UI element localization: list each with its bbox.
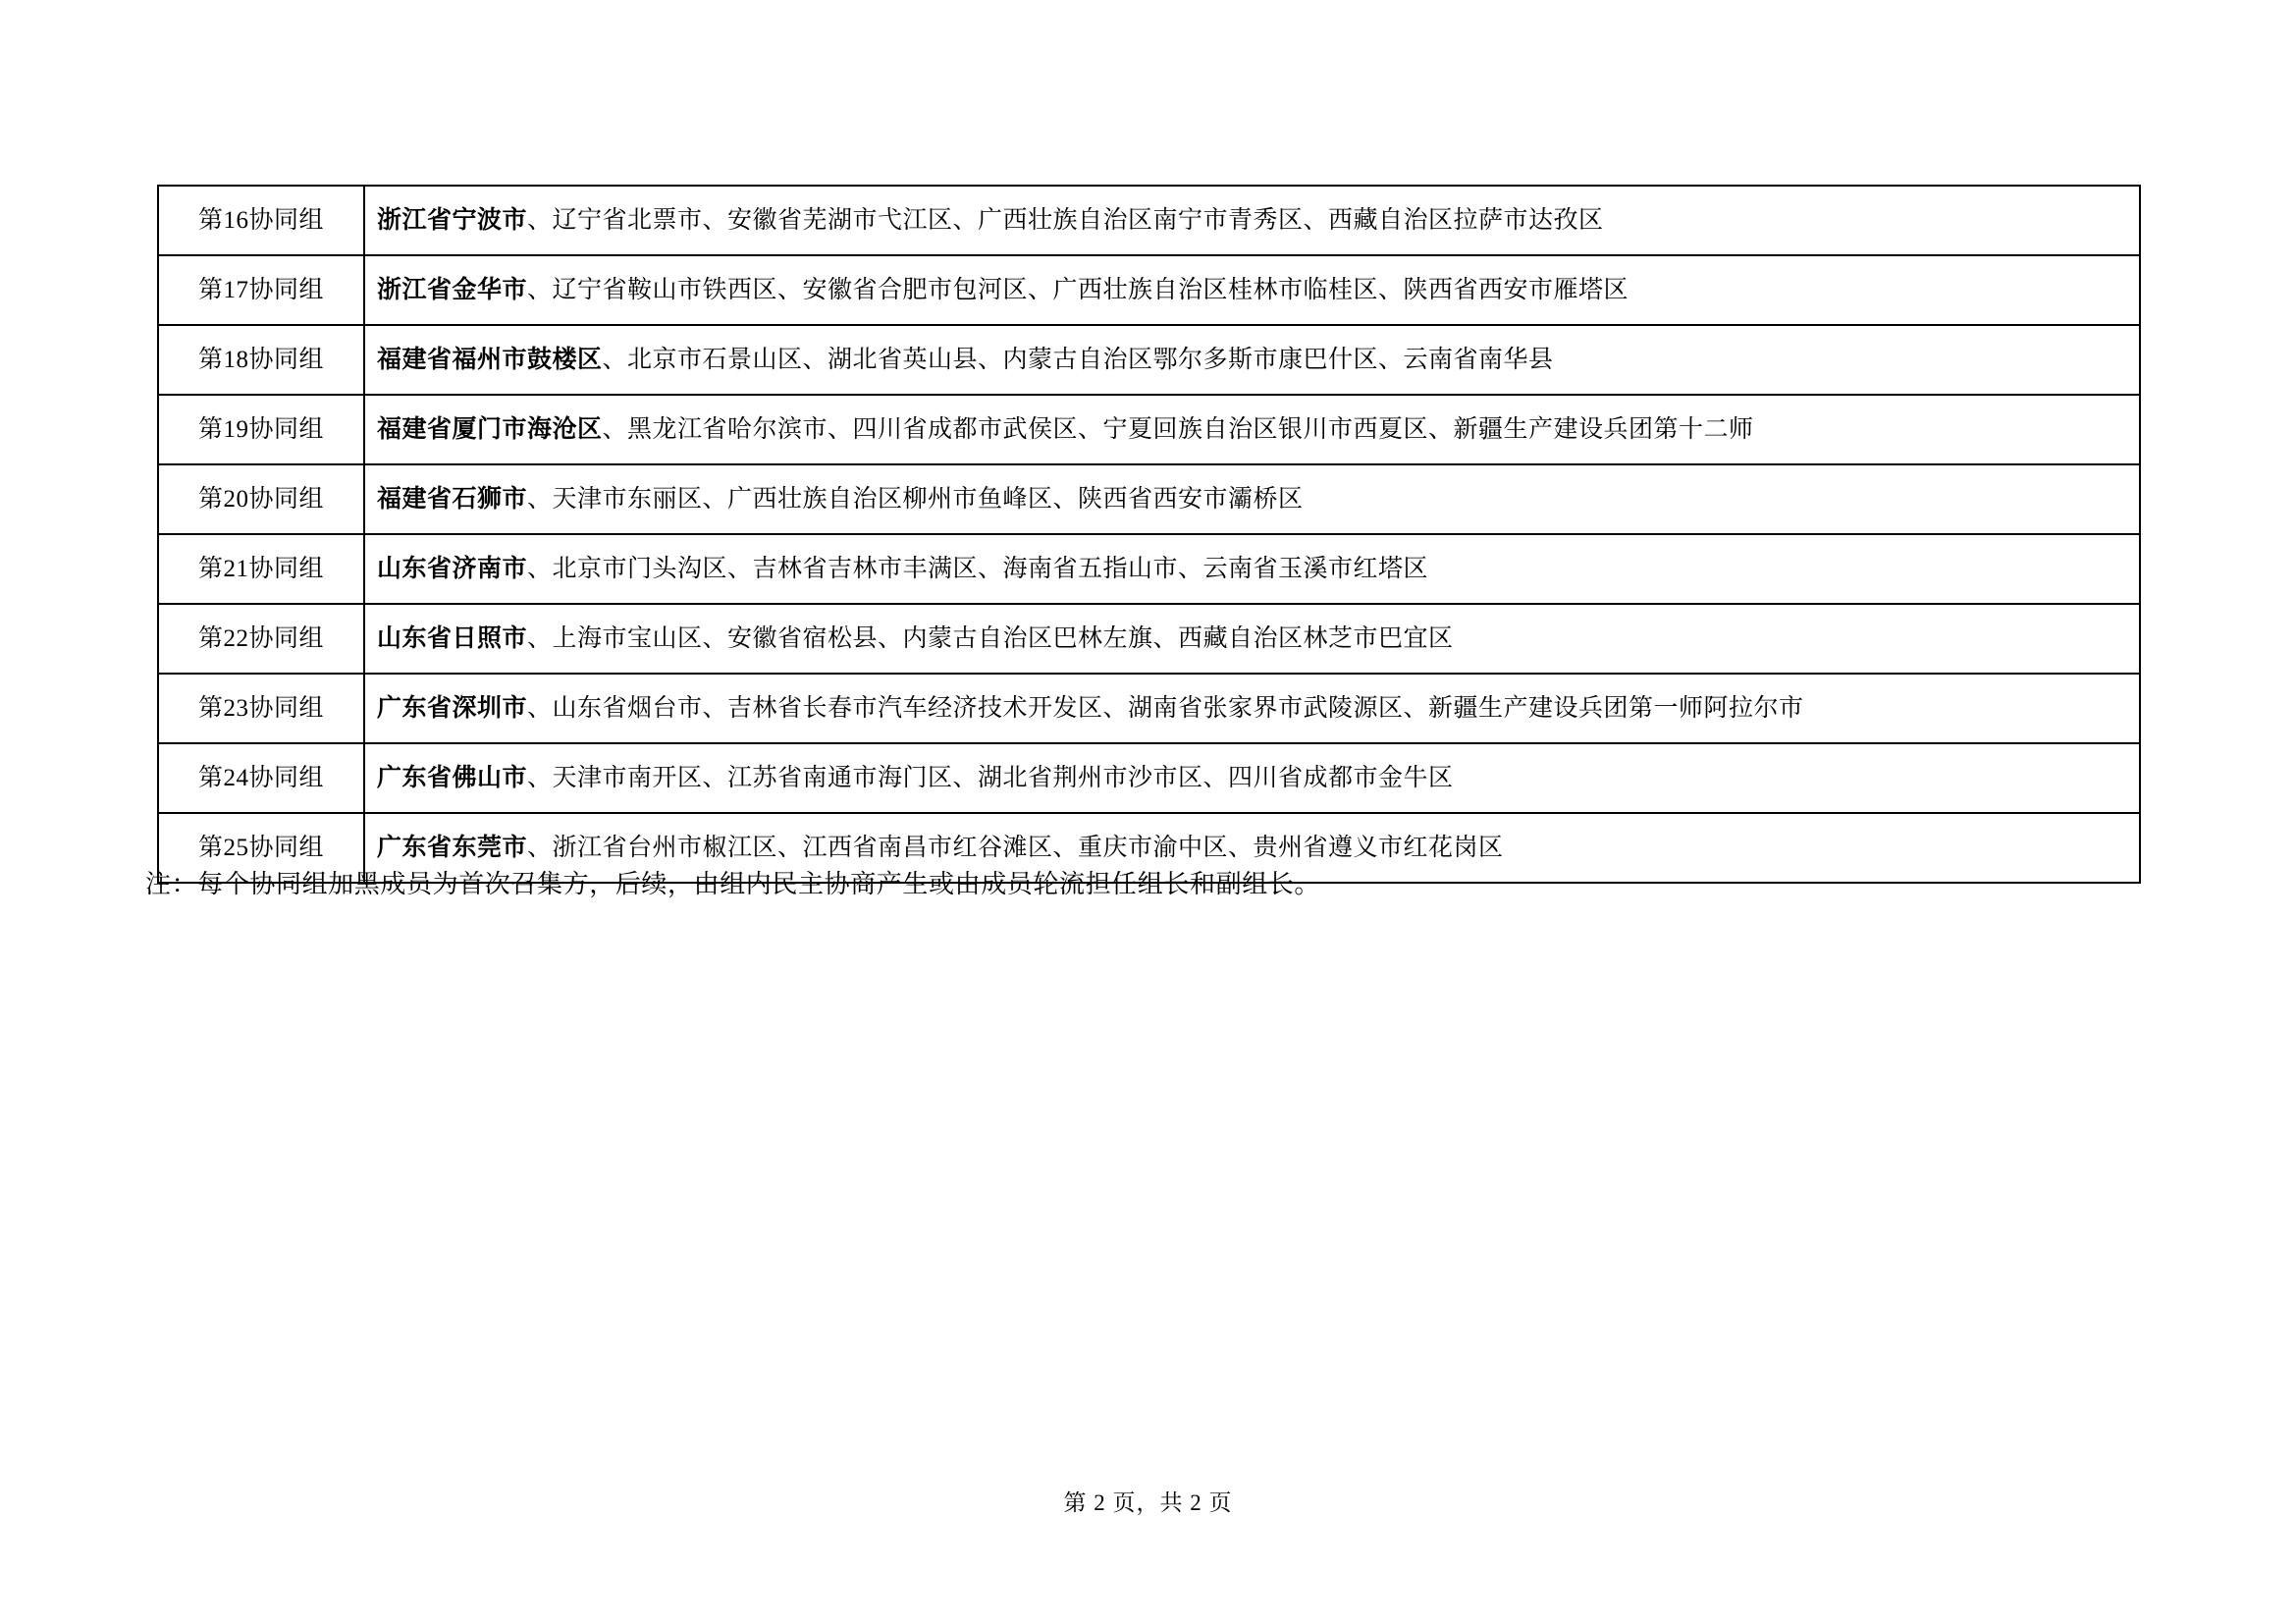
- other-members: 、浙江省台州市椒江区、江西省南昌市红谷滩区、重庆市渝中区、贵州省遵义市红花岗区: [527, 834, 1504, 861]
- other-members: 、天津市南开区、江苏省南通市海门区、湖北省荆州市沙市区、四川省成都市金牛区: [527, 764, 1454, 791]
- lead-member: 广东省佛山市: [377, 764, 528, 791]
- lead-member: 广东省深圳市: [377, 694, 528, 722]
- table-row: [158, 674, 2140, 743]
- members-cell: [364, 186, 2140, 255]
- members-cell: [364, 395, 2140, 464]
- group-name-cell: 第18协同组: [158, 325, 364, 395]
- group-name-cell: 第19协同组: [158, 395, 364, 464]
- other-members: 、辽宁省鞍山市铁西区、安徽省合肥市包河区、广西壮族自治区桂林市临桂区、陕西省西安市雁塔区: [527, 276, 1629, 303]
- other-members: 、北京市门头沟区、吉林省吉林市丰满区、海南省五指山市、云南省玉溪市红塔区: [527, 555, 1429, 582]
- group-name-cell: 第21协同组: [158, 534, 364, 604]
- group-name-cell: 第25协同组: [158, 813, 364, 883]
- table-row: [158, 743, 2140, 813]
- table-row: [158, 395, 2140, 464]
- table-row: [158, 255, 2140, 325]
- lead-member: 浙江省金华市: [377, 276, 528, 303]
- other-members: 、天津市东丽区、广西壮族自治区柳州市鱼峰区、陕西省西安市灞桥区: [527, 485, 1304, 513]
- group-name-cell: 第17协同组: [158, 255, 364, 325]
- lead-member: 广东省东莞市: [377, 834, 528, 861]
- other-members: 、辽宁省北票市、安徽省芜湖市弋江区、广西壮族自治区南宁市青秀区、西藏自治区拉萨市达孜区: [527, 206, 1604, 234]
- lead-member: 福建省厦门市海沧区: [377, 415, 603, 443]
- table-row: [158, 464, 2140, 534]
- table-row: [158, 534, 2140, 604]
- other-members: 、山东省烟台市、吉林省长春市汽车经济技术开发区、湖南省张家界市武陵源区、新疆生产建设兵团第一师阿拉尔市: [527, 694, 1804, 722]
- group-name-cell: 第16协同组: [158, 186, 364, 255]
- members-cell: [364, 255, 2140, 325]
- table-row: [158, 325, 2140, 395]
- lead-member: 福建省石狮市: [377, 485, 528, 513]
- table-row: [158, 186, 2140, 255]
- group-name-cell: 第20协同组: [158, 464, 364, 534]
- other-members: 、北京市石景山区、湖北省英山县、内蒙古自治区鄂尔多斯市康巴什区、云南省南华县: [602, 346, 1554, 373]
- other-members: 、上海市宝山区、安徽省宿松县、内蒙古自治区巴林左旗、西藏自治区林芝市巴宜区: [527, 624, 1454, 652]
- members-cell: [364, 743, 2140, 813]
- lead-member: 山东省济南市: [377, 555, 528, 582]
- group-name-cell: 第22协同组: [158, 604, 364, 674]
- members-cell: [364, 534, 2140, 604]
- page-footer: 第 2 页，共 2 页: [1063, 1490, 1233, 1515]
- lead-member: 福建省福州市鼓楼区: [377, 346, 603, 373]
- group-name-cell: 第24协同组: [158, 743, 364, 813]
- members-cell: [364, 325, 2140, 395]
- members-cell: [364, 464, 2140, 534]
- other-members: 、黑龙江省哈尔滨市、四川省成都市武侯区、宁夏回族自治区银川市西夏区、新疆生产建设兵团第十二师: [602, 415, 1754, 443]
- lead-member: 浙江省宁波市: [377, 206, 528, 234]
- collaboration-groups-table: [157, 185, 2141, 884]
- table-body: [158, 186, 2140, 883]
- lead-member: 山东省日照市: [377, 624, 528, 652]
- members-cell: [364, 604, 2140, 674]
- group-name-cell: 第23协同组: [158, 674, 364, 743]
- table-note: 注：每个协同组加黑成员为首次召集方，后续，由组内民主协商产生或由成员轮流担任组长和副组长。: [145, 870, 1321, 898]
- table-row: [158, 604, 2140, 674]
- members-cell: [364, 674, 2140, 743]
